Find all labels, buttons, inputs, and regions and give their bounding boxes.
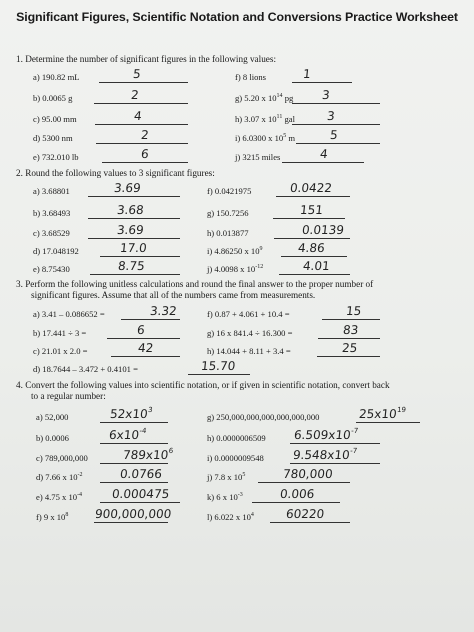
item-label: f) 0.87 + 4.061 + 10.4 = xyxy=(207,309,290,319)
handwritten-answer: 60220 xyxy=(285,507,325,521)
question-3-prompt-line2: significant figures. Assume that all of the numbers came from measurements. xyxy=(31,290,316,300)
exponent: -2 xyxy=(77,472,83,478)
answer-blank[interactable] xyxy=(296,143,380,144)
handwritten-answer: 5 xyxy=(329,128,339,142)
handwritten-answer: 4.86 xyxy=(297,241,326,255)
handwritten-answer: 2 xyxy=(140,128,150,142)
handwritten-answer: 3 xyxy=(326,109,336,123)
exponent: 5 xyxy=(283,133,287,139)
item-label: f) 0.0421975 xyxy=(207,186,252,196)
item-label: a) 3.68801 xyxy=(33,186,70,196)
answer-exponent: 6 xyxy=(168,447,174,455)
answer-exponent: 19 xyxy=(396,406,407,414)
exponent: 11 xyxy=(276,114,283,120)
handwritten-answer: 3 xyxy=(321,88,331,102)
answer-blank[interactable] xyxy=(281,256,347,257)
answer-blank[interactable] xyxy=(292,124,380,125)
answer-blank[interactable] xyxy=(270,522,350,523)
item-label: d) 5300 nm xyxy=(33,133,73,143)
answer-blank[interactable] xyxy=(111,356,180,357)
answer-blank[interactable] xyxy=(282,162,364,163)
item-label: d) 18.7644 – 3.472 + 0.4101 = xyxy=(33,364,138,374)
item-label: e) 732.010 lb xyxy=(33,152,79,162)
item-label: i) 0.0000009548 xyxy=(207,453,264,463)
item-label: d) 7.66 x $10^{-2}$ xyxy=(36,472,83,482)
answer-blank[interactable] xyxy=(274,238,350,239)
answer-blank[interactable] xyxy=(100,502,180,503)
item-label: j) 7.8 x $10^5$ xyxy=(207,472,246,482)
item-label: h) 14.044 + 8.11 + 3.4 = xyxy=(207,346,291,356)
answer-blank[interactable] xyxy=(100,443,168,444)
answer-blank[interactable] xyxy=(95,124,188,125)
item-label: b) 3.68493 xyxy=(33,208,71,218)
handwritten-answer: 83 xyxy=(342,323,360,337)
handwritten-answer: 42 xyxy=(137,341,155,355)
exponent: -4 xyxy=(77,492,83,498)
item-label: c) 21.01 x 2.0 = xyxy=(33,346,88,356)
handwritten-answer: $25x10^{19}$ xyxy=(358,406,407,421)
handwritten-answer: 1 xyxy=(302,67,312,81)
answer-blank[interactable] xyxy=(290,443,380,444)
page-title: Significant Figures, Scientific Notation and Conversions Practice Worksheet xyxy=(16,10,458,24)
handwritten-answer: 15 xyxy=(345,304,363,318)
handwritten-answer: 4 xyxy=(133,109,143,123)
item-label: b) 0.0006 xyxy=(36,433,69,443)
handwritten-answer: 6 xyxy=(136,323,146,337)
answer-blank[interactable] xyxy=(99,82,188,83)
answer-exponent: -4 xyxy=(139,427,147,435)
exponent: 14 xyxy=(276,93,283,99)
answer-blank[interactable] xyxy=(94,103,188,104)
item-label: i) 4.86250 x $10^9$ xyxy=(207,246,263,256)
answer-blank[interactable] xyxy=(100,482,168,483)
handwritten-answer: 3.69 xyxy=(116,223,145,237)
item-label: a) 190.82 mL xyxy=(33,72,80,82)
answer-blank[interactable] xyxy=(356,422,420,423)
handwritten-answer: 900,000,000 xyxy=(94,507,173,521)
answer-blank[interactable] xyxy=(100,463,168,464)
answer-blank[interactable] xyxy=(96,143,188,144)
exponent: -12 xyxy=(255,264,264,270)
handwritten-answer: 3.68 xyxy=(116,203,145,217)
item-label: j) 3215 miles xyxy=(235,152,281,162)
handwritten-answer: 0.006 xyxy=(279,487,316,501)
answer-exponent: -7 xyxy=(349,447,358,455)
item-label: h) 3.07 x $10^{11}$ gal xyxy=(235,114,295,124)
item-label: b) 0.0065 g xyxy=(33,93,73,103)
item-label: a) 3.41 – 0.086652 = xyxy=(33,309,105,319)
exponent: -3 xyxy=(237,492,243,498)
handwritten-answer: 8.75 xyxy=(117,259,146,273)
item-label: j) 4.0098 x $10^{-12}$ xyxy=(207,264,264,274)
item-label: c) 789,000,000 xyxy=(36,453,88,463)
item-label: e) 8.75430 xyxy=(33,264,70,274)
item-label: g) 16 x 841.4 ÷ 16.300 = xyxy=(207,328,293,338)
answer-exponent: -7 xyxy=(350,427,359,435)
item-label: g) 250,000,000,000,000,000,000 xyxy=(207,412,320,422)
exponent: 8 xyxy=(65,512,69,518)
answer-blank[interactable] xyxy=(121,319,180,320)
answer-blank[interactable] xyxy=(273,218,345,219)
answer-blank[interactable] xyxy=(318,338,380,339)
item-label: c) 95.00 mm xyxy=(33,114,77,124)
answer-blank[interactable] xyxy=(188,374,250,375)
question-1-prompt: 1. Determine the number of significant figures in the following values: xyxy=(16,54,276,64)
answer-blank[interactable] xyxy=(258,482,350,483)
handwritten-answer: 4.01 xyxy=(302,259,331,273)
handwritten-answer: 5 xyxy=(132,67,142,81)
item-label: k) 6 x $10^{-3}$ xyxy=(207,492,243,502)
handwritten-answer: 2 xyxy=(130,88,140,102)
answer-blank[interactable] xyxy=(88,218,180,219)
item-label: e) 4.75 x $10^{-4}$ xyxy=(36,492,83,502)
handwritten-answer: 0.000475 xyxy=(111,487,171,501)
handwritten-answer: $6x10^{-4}$ xyxy=(108,427,147,442)
answer-blank[interactable] xyxy=(252,502,340,503)
answer-blank[interactable] xyxy=(100,422,168,423)
answer-blank[interactable] xyxy=(94,522,168,523)
handwritten-answer: 0.0422 xyxy=(289,181,333,195)
handwritten-answer: 17.0 xyxy=(119,241,148,255)
answer-blank[interactable] xyxy=(88,196,180,197)
answer-blank[interactable] xyxy=(322,319,380,320)
item-label: i) 6.0300 x $10^5$ m xyxy=(235,133,296,143)
answer-blank[interactable] xyxy=(279,274,350,275)
answer-blank[interactable] xyxy=(290,463,380,464)
item-label: f) 8 lions xyxy=(235,72,267,82)
handwritten-answer: $52x10^3$ xyxy=(109,406,153,421)
item-label: g) 5.20 x $10^{14}$ pg xyxy=(235,93,294,103)
question-4-prompt-line2: to a regular number: xyxy=(31,391,106,401)
item-label: a) 52,000 xyxy=(36,412,69,422)
item-label: l) 6.022 x $10^4$ xyxy=(207,512,254,522)
answer-blank[interactable] xyxy=(292,82,352,83)
question-2-prompt: 2. Round the following values to 3 significant figures: xyxy=(16,168,215,178)
answer-blank[interactable] xyxy=(276,196,350,197)
handwritten-answer: 0.0766 xyxy=(119,467,163,481)
handwritten-answer: 0.0139 xyxy=(301,223,345,237)
exponent: 5 xyxy=(242,472,246,478)
handwritten-answer: 151 xyxy=(299,203,324,217)
item-label: b) 17.441 ÷ 3 = xyxy=(33,328,87,338)
answer-blank[interactable] xyxy=(292,103,380,104)
handwritten-answer: $9.548x10^{-7}$ xyxy=(292,447,358,462)
answer-blank[interactable] xyxy=(107,338,180,339)
item-label: f) 9 x $10^8$ xyxy=(36,512,69,522)
item-label: h) 0.0000006509 xyxy=(207,433,266,443)
item-label: c) 3.68529 xyxy=(33,228,70,238)
answer-blank[interactable] xyxy=(317,356,380,357)
item-label: h) 0.013877 xyxy=(207,228,249,238)
exponent: 9 xyxy=(259,246,263,252)
answer-blank[interactable] xyxy=(100,256,180,257)
question-3-prompt-line1: 3. Perform the following unitless calculations and round the final answer to the proper number of xyxy=(16,279,374,289)
answer-blank[interactable] xyxy=(90,274,180,275)
exponent: 4 xyxy=(250,512,254,518)
handwritten-answer: 780,000 xyxy=(282,467,334,481)
handwritten-answer: $789x10^6$ xyxy=(122,447,174,462)
answer-exponent: 3 xyxy=(147,406,153,414)
item-label: g) 150.7256 xyxy=(207,208,249,218)
handwritten-answer: 15.70 xyxy=(200,359,237,373)
item-label: d) 17.048192 xyxy=(33,246,79,256)
handwritten-answer: 3.32 xyxy=(149,304,178,318)
answer-blank[interactable] xyxy=(88,238,180,239)
answer-blank[interactable] xyxy=(102,162,188,163)
handwritten-answer: 4 xyxy=(319,147,329,161)
handwritten-answer: 6 xyxy=(140,147,150,161)
handwritten-answer: 3.69 xyxy=(113,181,142,195)
handwritten-answer: 25 xyxy=(341,341,359,355)
question-4-prompt-line1: 4. Convert the following values into scientific notation, or if given in scientific notation, convert back xyxy=(16,380,390,390)
handwritten-answer: $6.509x10^{-7}$ xyxy=(293,427,359,442)
